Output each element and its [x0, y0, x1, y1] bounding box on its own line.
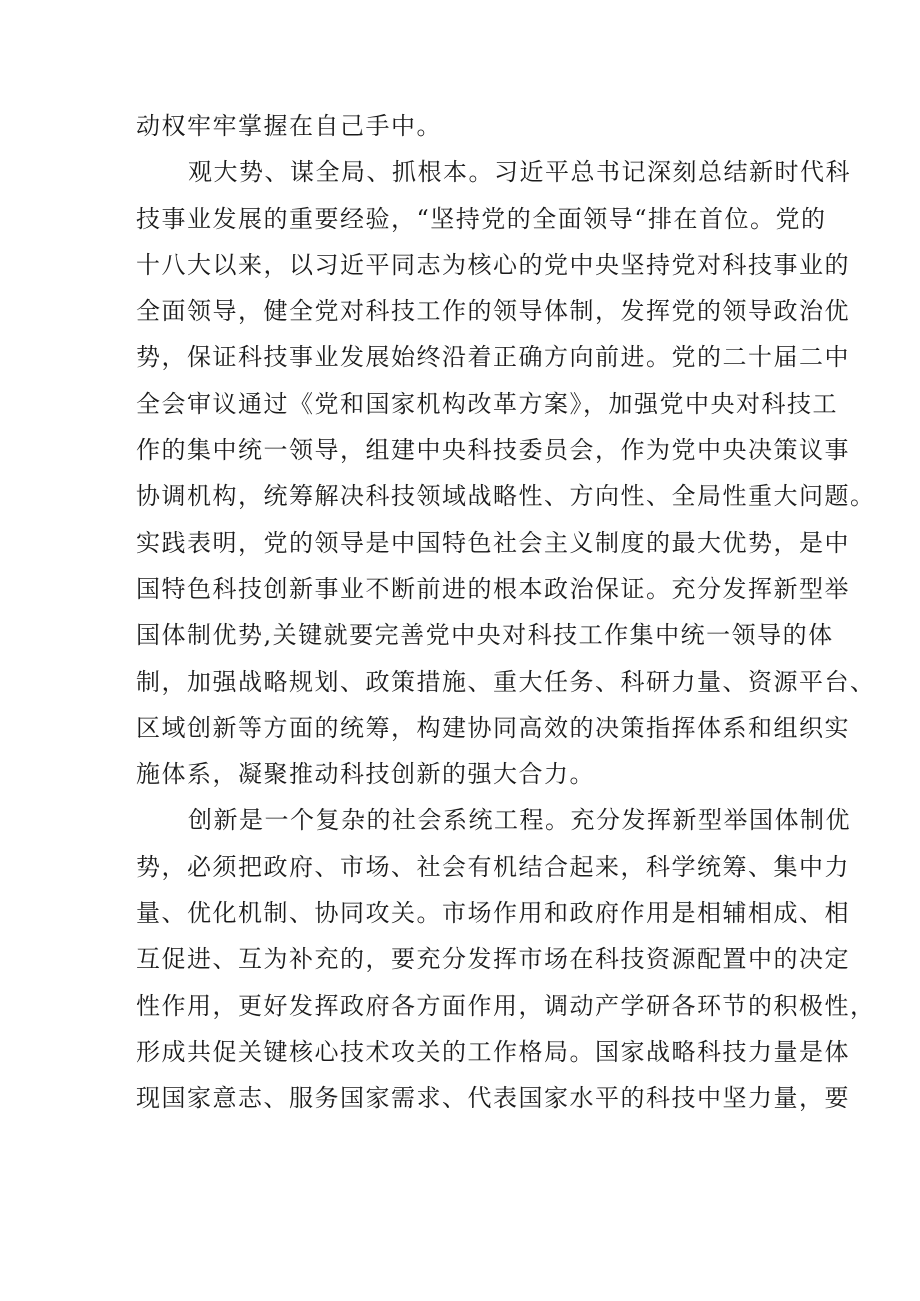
- text-line: 十八大以来，以习近平同志为核心的党中央坚持党对科技事业的: [136, 250, 850, 279]
- text-line: 互促进、互为补充的，要充分发挥市场在科技资源配置中的决定: [136, 945, 850, 974]
- text-line: 协调机构，统筹解决科技领域战略性、方向性、全局性重大问题。: [136, 482, 876, 511]
- text-line: 量、优化机制、协同攻关。市场作用和政府作用是相辅相成、相: [136, 899, 850, 928]
- text-line: 性作用，更好发挥政府各方面作用，调动产学研各环节的积极性，: [136, 991, 876, 1020]
- text-line: 势，保证科技事业发展始终沿着正确方向前进。党的二十届二中: [136, 343, 850, 372]
- text-line: 全面领导，健全党对科技工作的领导体制，发挥党的领导政治优: [136, 297, 850, 326]
- text-line: 势，必须把政府、市场、社会有机结合起来，科学统筹、集中力: [136, 852, 850, 881]
- text-line: 现国家意志、服务国家需求、代表国家水平的科技中坚力量，要: [136, 1084, 850, 1113]
- text-line: 创新是一个复杂的社会系统工程。充分发挥新型举国体制优: [188, 806, 851, 835]
- text-line: 国体制优势,关键就要完善党中央对科技工作集中统一领导的体: [136, 621, 834, 650]
- text-line: 国特色科技创新事业不断前进的根本政治保证。充分发挥新型举: [136, 574, 850, 603]
- body-text: [136, 103, 876, 1122]
- text-line: 技事业发展的重要经验，“坚持党的全面领导“排在首位。党的: [136, 204, 827, 233]
- text-line: 施体系，凝聚推动科技创新的强大合力。: [136, 760, 595, 789]
- text-line: 动权牢牢掌握在自己手中。: [136, 112, 442, 140]
- text-line: 实践表明，党的领导是中国特色社会主义制度的最大优势，是中: [136, 528, 850, 557]
- text-line: 观大势、谋全局、抓根本。习近平总书记深刻总结新时代科: [188, 158, 851, 187]
- text-line: 全会审议通过《党和国家机构改革方案》，加强党中央对科技工: [136, 389, 838, 418]
- text-line: 作的集中统一领导，组建中央科技委员会，作为党中央决策议事: [136, 436, 850, 465]
- text-line: 形成共促关键核心技术攻关的工作格局。国家战略科技力量是体: [136, 1037, 850, 1066]
- text-line: 区域创新等方面的统筹，构建协同高效的决策指挥体系和组织实: [136, 713, 850, 742]
- text-line: 制，加强战略规划、政策措施、重大任务、科研力量、资源平台、: [136, 667, 876, 696]
